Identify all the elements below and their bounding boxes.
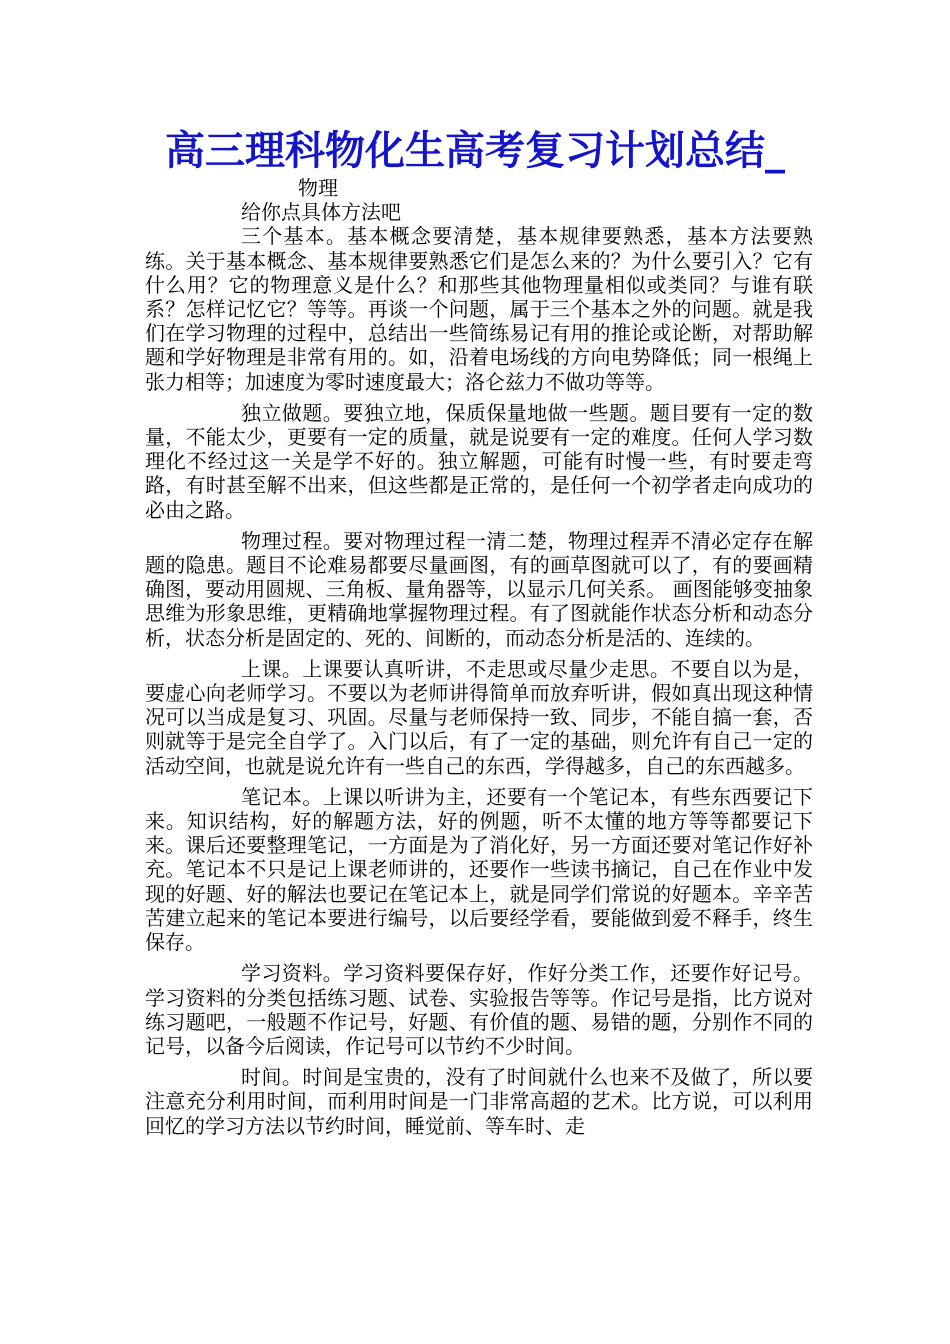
paragraph-independent-practice: 独立做题。要独立地，保质保量地做一些题。题目要有一定的数量，不能太少，更要有一定的质量，就是说要有一定的难度。任何人学习数理化不经过这一关是学不好的。独立解题，可能有时慢一些，有时要走弯路，有时甚至解不出来，但这些都是正常的，是任何一个初学者走向成功的必由之路。 — [145, 400, 813, 522]
paragraph-study-materials: 学习资料。学习资料要保存好，作好分类工作，还要作好记号。学习资料的分类包括练习题、试卷、实验报告等等。作记号是指，比方说对练习题吧，一般题不作记号，好题、有价值的题、易错的题，分别作不同的记号，以备今后阅读，作记号可以节约不少时间。 — [145, 961, 813, 1058]
paragraph-basics: 三个基本。基本概念要清楚，基本规律要熟悉，基本方法要熟练。关于基本概念、基本规律要熟悉它们是怎么来的？为什么要引入？它有什么用？它的物理意义是什么？和那些其他物理量相似或类同？与谁有联系？怎样记忆它？等等。再谈一个问题，属于三个基本之外的问题。就是我们在学习物理的过程中，总结出一些简练易记有用的推论或论断，对帮助解题和学好物理是非常有用的。如，沿着电场线的方向电势降低；同一根绳上张力相等；加速度为零时速度最大；洛仑兹力不做功等等。 — [145, 224, 813, 394]
paragraph-physical-process: 物理过程。要对物理过程一清二楚，物理过程弄不清必定存在解题的隐患。题目不论难易都要尽量画图，有的画草图就可以了，有的要画精确图，要动用圆规、三角板、量角器等，以显示几何关系。 画图能够变抽象思维为形象思维，更精确地掌握物理过程。有了图就能作状态分析和动态分析，状态分析是固定的、死的、间断的，而动态分析是活的、连续的。 — [145, 528, 813, 650]
subject-heading: 物理 — [298, 176, 338, 200]
paragraph-class: 上课。上课要认真听讲，不走思或尽量少走思。不要自以为是，要虚心向老师学习。不要以为老师讲得简单而放弃听讲，假如真出现这种情况可以当成是复习、巩固。尽量与老师保持一致、同步，不能自搞一套，否则就等于是完全自学了。入门以后，有了一定的基础，则允许有自己一定的活动空间，也就是说允许有一些自己的东西，学得越多，自己的东西越多。 — [145, 656, 813, 778]
document-title: 高三理科物化生高考复习计划总结_ — [165, 127, 785, 174]
paragraph-time: 时间。时间是宝贵的，没有了时间就什么也来不及做了，所以要注意充分利用时间，而利用时间是一门非常高超的艺术。比方说，可以利用回忆的学习方法以节约时间，睡觉前、等车时、走 — [145, 1065, 813, 1138]
intro-line: 给你点具体方法吧 — [241, 200, 401, 225]
paragraph-notebook: 笔记本。上课以听讲为主，还要有一个笔记本，有些东西要记下来。知识结构，好的解题方法，好的例题，听不太懂的地方等等都要记下来。课后还要整理笔记，一方面是为了消化好，另一方面还要对笔记作好补充。笔记本不只是记上课老师讲的，还要作一些读书摘记，自己在作业中发现的好题、好的解法也要记在笔记本上，就是同学们常说的好题本。辛辛苦苦建立起来的笔记本要进行编号，以后要经学看，要能做到爱不释手，终生保存。 — [145, 784, 813, 955]
document-body — [145, 176, 813, 1145]
